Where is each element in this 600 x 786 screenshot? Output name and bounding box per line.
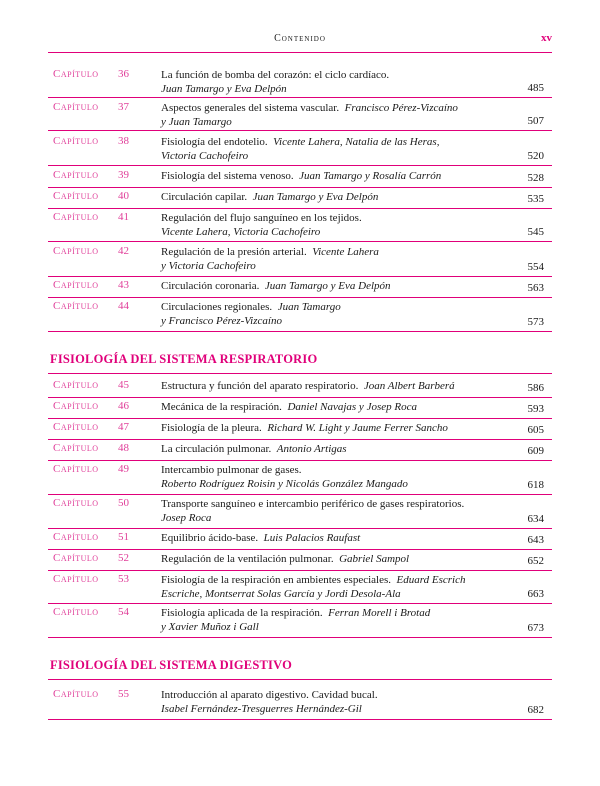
chapter-text [161,531,506,545]
chapter-author: Vicente Lahera, Natalia de las Heras, [273,136,440,148]
chapter-title: Fisiología aplicada de la respiración. [161,607,323,619]
chapter-title: Fisiología de la respiración en ambientes especiales. [161,574,392,586]
chapter-number: 41 [118,211,129,223]
toc-entry[interactable] [48,550,552,571]
header-title: Contenido [274,33,326,44]
chapter-label: Capítulo [53,573,99,585]
chapter-title: La función de bomba del corazón: el ciclo cardíaco. [161,69,390,81]
chapter-line-1 [161,135,506,149]
toc-entry[interactable] [48,209,552,242]
chapter-line-1 [161,421,506,435]
chapter-page-number: 682 [527,704,544,716]
chapter-label: Capítulo [53,463,99,475]
chapter-number: 40 [118,190,129,202]
chapter-page-number: 573 [527,316,544,328]
chapter-author-continued: Roberto Rodríguez Roisin y Nicolás González Mangado [161,478,408,490]
chapter-line-1 [161,245,506,259]
chapter-text [161,190,506,204]
chapter-line-1 [161,573,506,587]
chapter-title: Equilibrio ácido-base. [161,532,259,544]
chapter-author: Juan Tamargo y Eva Delpón [252,191,379,203]
chapter-author: Gabriel Sampol [339,553,410,565]
chapter-author: Richard W. Light y Jaume Ferrer Sancho [267,422,448,434]
chapter-number: 53 [118,573,129,585]
chapter-text [161,573,506,601]
chapter-label: Capítulo [53,379,99,391]
chapter-author: Vicente Lahera [312,246,379,258]
chapter-number: 44 [118,300,129,312]
chapter-text [161,245,506,273]
chapter-label: Capítulo [53,68,99,80]
chapter-author-continued: Isabel Fernández-Tresguerres Hernández-Gil [161,703,362,715]
chapter-author-continued: y Francisco Pérez-Vizcaíno [161,315,282,327]
chapter-number: 38 [118,135,129,147]
chapter-line-1 [161,531,506,545]
chapter-page-number: 528 [527,172,544,184]
chapter-page-number: 618 [527,479,544,491]
chapter-text [161,400,506,414]
chapter-label: Capítulo [53,531,99,543]
chapter-line-1 [161,497,506,511]
toc-entry[interactable] [48,461,552,495]
chapter-label: Capítulo [53,606,99,618]
chapter-number: 54 [118,606,129,618]
chapter-author: Juan Tamargo y Rosalía Carrón [299,170,442,182]
chapter-page-number: 605 [527,424,544,436]
chapter-author-continued: Vicente Lahera, Victoria Cachofeiro [161,226,321,238]
section-rule-digestivo [48,679,552,680]
chapter-number: 42 [118,245,129,257]
chapter-author-continued: Juan Tamargo y Eva Delpón [161,83,287,95]
chapter-text [161,463,506,491]
chapter-text [161,169,506,183]
chapter-label: Capítulo [53,211,99,223]
chapter-page-number: 545 [527,226,544,238]
chapter-page-number: 593 [527,403,544,415]
chapter-title: Intercambio pulmonar de gases. [161,464,302,476]
chapter-line-2 [161,511,506,525]
chapter-label: Capítulo [53,101,99,113]
chapter-line-1 [161,211,506,225]
toc-entry[interactable] [48,133,552,166]
chapter-line-1 [161,190,506,204]
chapter-line-1 [161,300,506,314]
chapter-label: Capítulo [53,190,99,202]
toc-entry[interactable] [48,167,552,188]
section-rule-respiratorio [48,373,552,374]
chapter-line-1 [161,68,506,82]
chapter-title: Mecánica de la respiración. [161,401,282,413]
header-page-number: xv [541,32,552,44]
chapter-author: Ferran Morell i Brotad [328,607,431,619]
chapter-page-number: 586 [527,382,544,394]
chapter-label: Capítulo [53,279,99,291]
section-heading-respiratorio: FISIOLOGÍA DEL SISTEMA RESPIRATORIO [50,352,318,366]
toc-entry[interactable] [48,188,552,209]
toc-entry[interactable] [48,686,552,720]
chapter-author: Luis Palacios Raufast [263,532,361,544]
chapter-label: Capítulo [53,442,99,454]
chapter-line-1 [161,442,506,456]
chapter-line-1 [161,101,506,115]
toc-entry[interactable] [48,377,552,398]
chapter-text [161,101,506,129]
chapter-page-number: 535 [527,193,544,205]
chapter-title: Regulación del flujo sanguíneo en los tejidos. [161,212,362,224]
section-heading-digestivo: FISIOLOGÍA DEL SISTEMA DIGESTIVO [50,658,292,672]
chapter-author-continued: Escriche, Montserrat Solas García y Jordi Desola-Ala [161,588,401,600]
chapter-text [161,300,506,328]
chapter-number: 50 [118,497,129,509]
chapter-page-number: 663 [527,588,544,600]
chapter-label: Capítulo [53,300,99,312]
chapter-line-2 [161,702,506,716]
chapter-number: 36 [118,68,129,80]
chapter-number: 47 [118,421,129,433]
chapter-label: Capítulo [53,497,99,509]
chapter-page-number: 652 [527,555,544,567]
chapter-line-1 [161,400,506,414]
toc-entry[interactable] [48,571,552,604]
chapter-text [161,68,506,96]
chapter-number: 39 [118,169,129,181]
chapter-number: 55 [118,688,129,700]
chapter-number: 37 [118,101,129,113]
chapter-number: 43 [118,279,129,291]
toc-entry[interactable] [48,419,552,440]
chapter-title: Aspectos generales del sistema vascular. [161,102,340,114]
chapter-label: Capítulo [53,421,99,433]
chapter-page-number: 609 [527,445,544,457]
chapter-label: Capítulo [53,245,99,257]
toc-entry[interactable] [48,440,552,461]
chapter-line-2 [161,115,506,129]
chapter-page-number: 507 [527,115,544,127]
chapter-line-2 [161,314,506,328]
chapter-line-2 [161,149,506,163]
chapter-text [161,379,506,393]
chapter-line-2 [161,82,506,96]
chapter-line-1 [161,279,506,293]
chapter-author-continued: Victoria Cachofeiro [161,150,249,162]
chapter-title: Fisiología de la pleura. [161,422,262,434]
header-rule [48,52,552,53]
chapter-text [161,688,506,716]
running-header [48,33,552,47]
chapter-page-number: 673 [527,622,544,634]
toc-entry[interactable] [48,495,552,529]
chapter-title: La circulación pulmonar. [161,443,272,455]
chapter-page-number: 563 [527,282,544,294]
chapter-line-2 [161,587,506,601]
chapter-author: Juan Tamargo [277,301,341,313]
chapter-line-1 [161,688,506,702]
chapter-author: Antonio Artigas [276,443,347,455]
chapter-number: 48 [118,442,129,454]
chapter-label: Capítulo [53,552,99,564]
chapter-number: 51 [118,531,129,543]
chapter-line-1 [161,169,506,183]
chapter-label: Capítulo [53,169,99,181]
chapter-page-number: 485 [527,82,544,94]
chapter-text [161,442,506,456]
chapter-page-number: 643 [527,534,544,546]
chapter-author: Francisco Pérez-Vizcaíno [344,102,458,114]
chapter-text [161,211,506,239]
chapter-number: 52 [118,552,129,564]
chapter-author: Joan Albert Barberá [363,380,455,392]
chapter-title: Estructura y función del aparato respiratorio. [161,380,359,392]
chapter-author-continued: y Victoria Cachofeiro [161,260,256,272]
chapter-label: Capítulo [53,688,99,700]
chapter-line-1 [161,552,506,566]
chapter-title: Transporte sanguíneo e intercambio periférico de gases respiratorios. [161,498,465,510]
chapter-line-2 [161,620,506,634]
toc-entry[interactable] [48,529,552,550]
chapter-text [161,421,506,435]
chapter-author: Juan Tamargo y Eva Delpón [264,280,391,292]
chapter-title: Fisiología del sistema venoso. [161,170,294,182]
chapter-author-continued: Josep Roca [161,512,212,524]
toc-entry[interactable] [48,277,552,298]
toc-entry[interactable] [48,398,552,419]
chapter-author-continued: y Xavier Muñoz i Gall [161,621,259,633]
chapter-line-2 [161,225,506,239]
chapter-line-2 [161,259,506,273]
toc-entry[interactable] [48,298,552,332]
chapter-title: Fisiología del endotelio. [161,136,268,148]
toc-entry[interactable] [48,243,552,277]
chapter-page-number: 634 [527,513,544,525]
chapter-text [161,552,506,566]
chapter-page-number: 554 [527,261,544,273]
chapter-title: Circulaciones regionales. [161,301,273,313]
toc-entry[interactable] [48,66,552,98]
chapter-text [161,279,506,293]
chapter-title: Introducción al aparato digestivo. Cavidad bucal. [161,689,378,701]
chapter-line-1 [161,463,506,477]
toc-entry[interactable] [48,99,552,131]
chapter-line-2 [161,477,506,491]
chapter-author: Eduard Escrich [396,574,466,586]
chapter-text [161,135,506,163]
chapter-text [161,497,506,525]
chapter-number: 49 [118,463,129,475]
chapter-title: Regulación de la ventilación pulmonar. [161,553,334,565]
chapter-line-1 [161,606,506,620]
chapter-label: Capítulo [53,400,99,412]
chapter-page-number: 520 [527,150,544,162]
chapter-number: 45 [118,379,129,391]
chapter-title: Circulación coronaria. [161,280,260,292]
chapter-author: Daniel Navajas y Josep Roca [287,401,417,413]
chapter-number: 46 [118,400,129,412]
chapter-title: Regulación de la presión arterial. [161,246,307,258]
chapter-text [161,606,506,634]
chapter-label: Capítulo [53,135,99,147]
chapter-line-1 [161,379,506,393]
chapter-title: Circulación capilar. [161,191,248,203]
toc-entry[interactable] [48,604,552,638]
chapter-author-continued: y Juan Tamargo [161,116,232,128]
